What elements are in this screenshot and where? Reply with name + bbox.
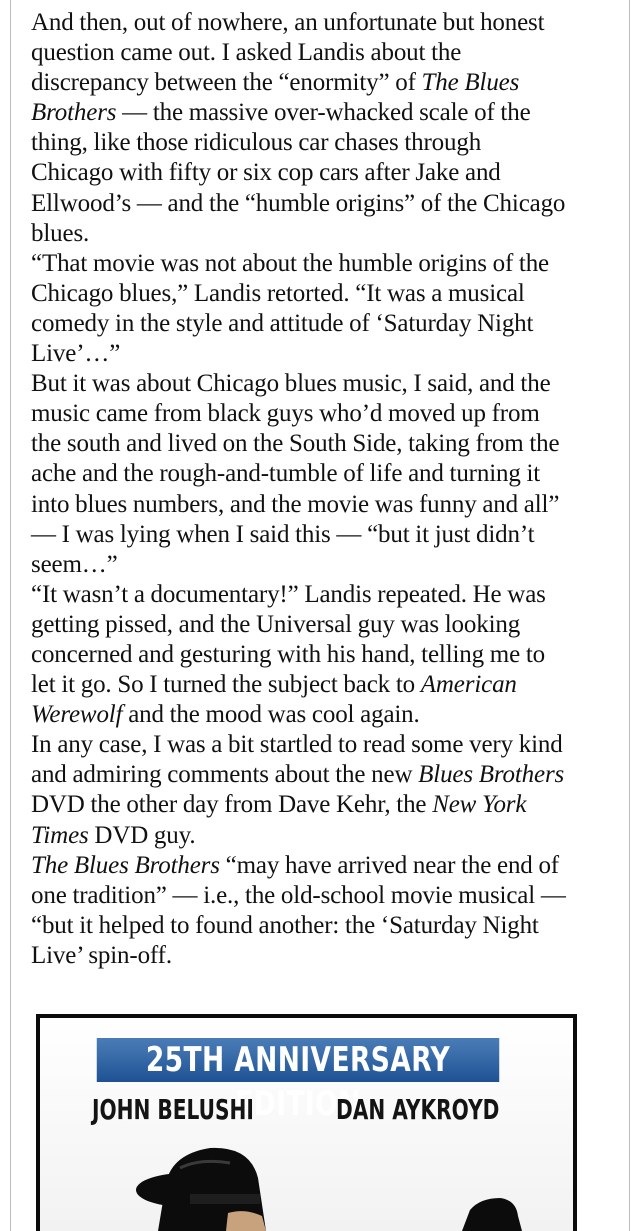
article-line <box>31 610 631 640</box>
italic-title: Times <box>31 821 89 849</box>
article-line <box>31 459 631 489</box>
text-run: Live’…” <box>31 340 121 368</box>
page-border-left <box>10 0 11 1231</box>
article-line <box>31 851 631 881</box>
text-run: “That movie was not about the humble origins of the <box>31 249 550 277</box>
text-run: And then, out of nowhere, an unfortunate but honest <box>31 9 545 36</box>
article-line <box>31 790 631 820</box>
text-run: and admiring comments about the new <box>31 761 419 789</box>
article-line <box>31 158 631 188</box>
italic-title: Blues Brothers <box>418 761 565 789</box>
text-run: comedy in the style and attitude of ‘Saturday Night <box>31 309 534 337</box>
text-run: question came out. I asked Landis about the <box>31 39 462 67</box>
article-line <box>31 38 631 68</box>
article-line <box>31 730 631 760</box>
article-line <box>31 821 631 851</box>
text-run: thing, like those ridiculous car chases through <box>31 129 482 157</box>
article-line <box>31 309 631 339</box>
article-line <box>31 219 631 249</box>
article-line <box>31 941 631 971</box>
article-line <box>31 640 631 670</box>
text-run: — the massive over-whacked scale of the <box>116 99 531 127</box>
article-line <box>31 8 631 38</box>
text-run: the south and lived on the South Side, taking from the <box>31 430 560 458</box>
right-fedora-crown <box>462 1198 522 1231</box>
text-run: “It wasn’t a documentary!” Landis repeated. He was <box>31 580 546 608</box>
article-line <box>31 580 631 610</box>
text-run: “may have arrived near the end of <box>219 851 559 879</box>
article-line <box>31 670 631 700</box>
text-run: music came from black guys who’d moved up from <box>31 400 540 428</box>
italic-title: The Blues <box>421 69 520 97</box>
italic-title: The Blues Brothers <box>31 851 220 879</box>
article-line <box>31 399 631 429</box>
left-fedora-band <box>190 1194 260 1204</box>
italic-title: Werewolf <box>31 701 123 729</box>
text-run: But it was about Chicago blues music, I said, and the <box>31 370 551 398</box>
article-line <box>31 429 631 459</box>
italic-title: American <box>420 671 517 699</box>
dvd-cover-artwork <box>40 1018 573 1231</box>
article-line <box>31 98 631 128</box>
article-line <box>31 490 631 520</box>
text-run: Live’ spin-off. <box>31 941 172 969</box>
article-line <box>31 249 631 279</box>
dvd-cover-actor-right: DAN AYKROYD <box>336 1093 500 1126</box>
text-run: and the mood was cool again. <box>122 701 420 729</box>
text-run: discrepancy between the “enormity” of <box>31 69 422 97</box>
text-run: DVD guy. <box>88 821 196 849</box>
article-line <box>31 911 631 941</box>
article-line <box>31 189 631 219</box>
article-line <box>31 700 631 730</box>
dvd-cover-image <box>36 1014 577 1231</box>
italic-title: Brothers <box>31 99 117 127</box>
text-run: concerned and gesturing with his hand, telling me to <box>31 640 545 668</box>
text-run: seem…” <box>31 550 118 578</box>
text-run: DVD the other day from Dave Kehr, the <box>31 791 433 819</box>
text-run: blues. <box>31 219 90 247</box>
article-line <box>31 279 631 309</box>
text-run: ache and the rough-and-tumble of life and turning it <box>31 460 541 488</box>
article-line <box>31 550 631 580</box>
text-run: into blues numbers, and the movie was funny and all” <box>31 490 560 518</box>
article-body <box>31 8 631 971</box>
text-run: — I was lying when I said this — “but it just didn’t <box>31 520 535 548</box>
text-run: In any case, I was a bit startled to read some very kind <box>31 731 563 759</box>
text-run: getting pissed, and the Universal guy was looking <box>31 610 521 638</box>
dvd-cover-actor-left: JOHN BELUSHI <box>92 1093 254 1126</box>
fedora-hats-illustration <box>40 1018 573 1231</box>
text-run: Chicago blues,” Landis retorted. “It was a musical <box>31 279 525 307</box>
italic-title: New York <box>432 791 527 819</box>
text-run: one tradition” — i.e., the old-school movie musical — <box>31 881 566 909</box>
article-line <box>31 128 631 158</box>
article-line <box>31 520 631 550</box>
dvd-cover-banner: 25TH ANNIVERSARY EDITION <box>97 1038 499 1082</box>
article-line <box>31 881 631 911</box>
article-line <box>31 760 631 790</box>
article-line <box>31 68 631 98</box>
article-line <box>31 369 631 399</box>
text-run: “but it helped to found another: the ‘Saturday Night <box>31 911 539 939</box>
text-run: Ellwood’s — and the “humble origins” of the Chicago <box>31 189 566 217</box>
article-line <box>31 339 631 369</box>
text-run: let it go. So I turned the subject back to <box>31 671 421 699</box>
text-run: Chicago with fifty or six cop cars after Jake and <box>31 159 501 187</box>
